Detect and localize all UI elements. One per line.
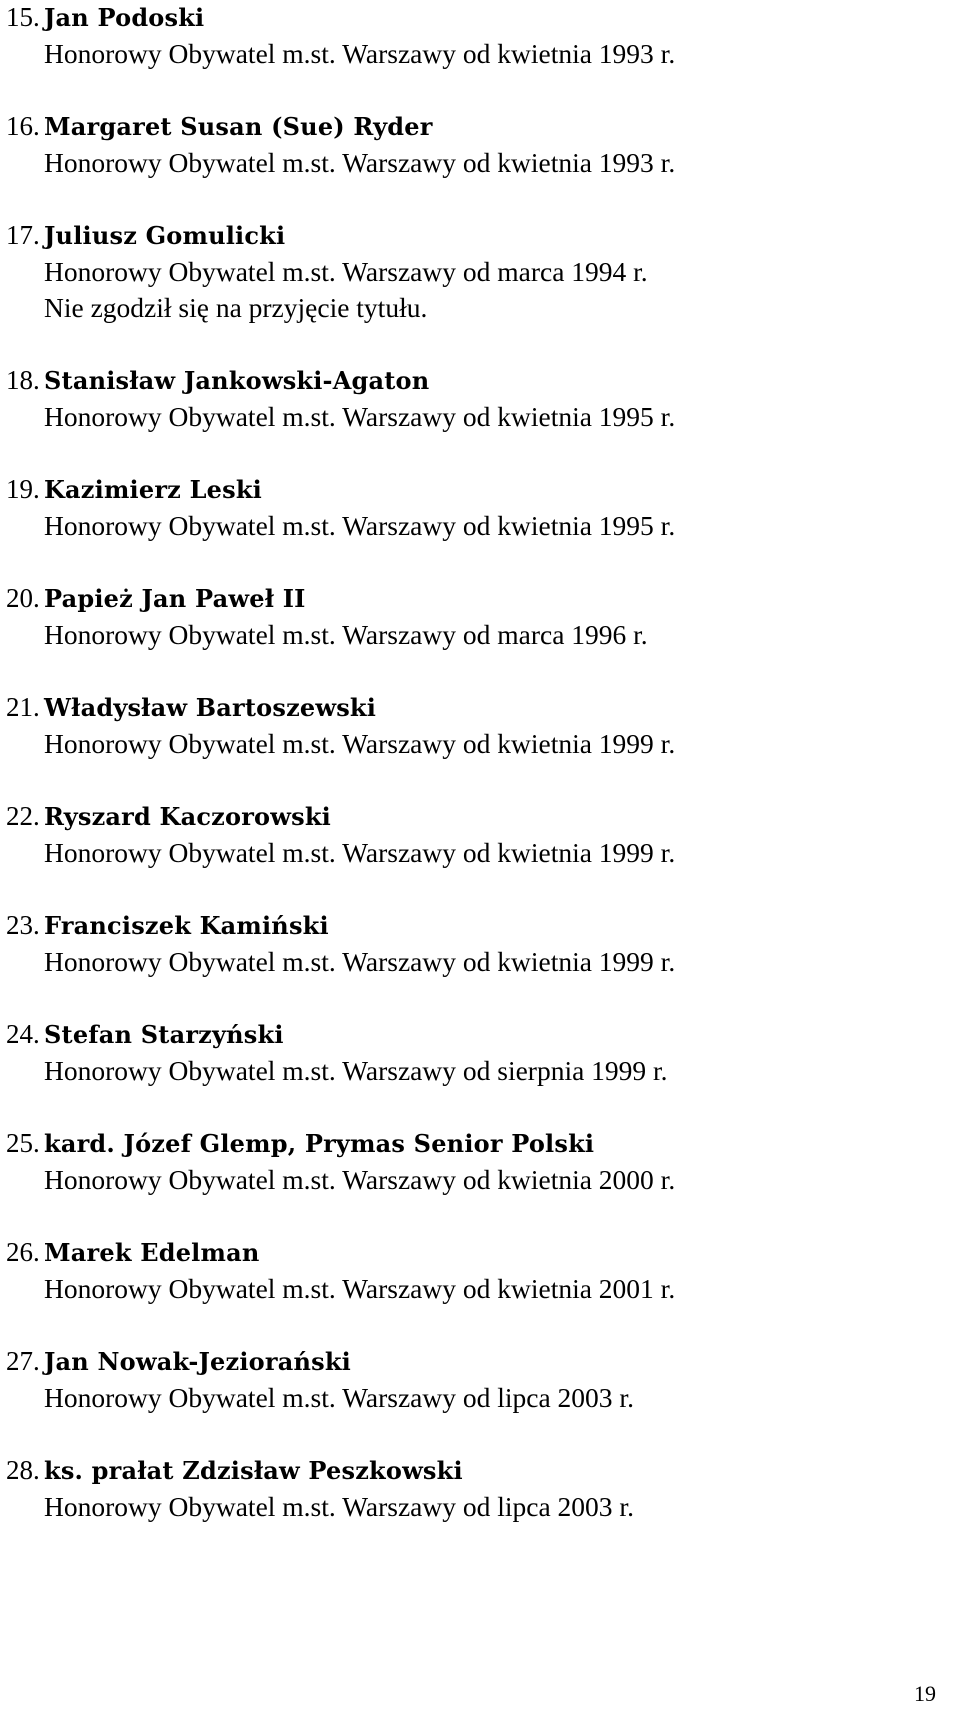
list-item (6, 1235, 946, 1344)
entry-number: 19. (6, 474, 40, 504)
entry-spacer (6, 980, 946, 1017)
entry-spacer (6, 72, 946, 109)
list-item (6, 1344, 946, 1453)
entry-detail: Honorowy Obywatel m.st. Warszawy od kwietnia 1999 r. (44, 946, 676, 977)
entry-heading (6, 581, 946, 617)
entry-detail: Honorowy Obywatel m.st. Warszawy od kwietnia 1995 r. (44, 510, 676, 541)
entry-heading (6, 363, 946, 399)
entry-name: Marek Edelman (44, 1238, 260, 1267)
entry-number: 28. (6, 1455, 40, 1485)
entry-heading (6, 218, 946, 254)
entry-detail: Nie zgodził się na przyjęcie tytułu. (44, 292, 428, 323)
entry-name: Jan Nowak-Jeziorański (44, 1347, 351, 1376)
entry-spacer (6, 653, 946, 690)
list-item (6, 799, 946, 908)
entry-detail: Honorowy Obywatel m.st. Warszawy od kwietnia 2000 r. (44, 1164, 676, 1195)
list-item (6, 581, 946, 690)
entry-heading (6, 1126, 946, 1162)
list-item (6, 472, 946, 581)
entry-detail: Honorowy Obywatel m.st. Warszawy od kwietnia 1999 r. (44, 837, 676, 868)
list-item (6, 1017, 946, 1126)
honorary-citizens-list (6, 0, 946, 1525)
list-item (6, 1126, 946, 1235)
entry-detail: Honorowy Obywatel m.st. Warszawy od marca 1994 r. (44, 256, 648, 287)
entry-heading (6, 799, 946, 835)
entry-heading (6, 109, 946, 145)
list-item (6, 690, 946, 799)
entry-detail: Honorowy Obywatel m.st. Warszawy od kwietnia 1999 r. (44, 728, 676, 759)
entry-number: 26. (6, 1237, 40, 1267)
entry-spacer (6, 326, 946, 363)
entry-number: 27. (6, 1346, 40, 1376)
entry-spacer (6, 1307, 946, 1344)
entry-number: 24. (6, 1019, 40, 1049)
entry-name: kard. Józef Glemp, Prymas Senior Polski (44, 1129, 595, 1158)
list-item (6, 908, 946, 1017)
entry-name: Władysław Bartoszewski (44, 693, 377, 722)
page-number: 19 (914, 1681, 936, 1706)
entry-name: Stefan Starzyński (44, 1020, 284, 1049)
list-item (6, 218, 946, 363)
entry-name: Juliusz Gomulicki (44, 221, 286, 250)
entry-heading (6, 1235, 946, 1271)
entry-detail: Honorowy Obywatel m.st. Warszawy od kwietnia 2001 r. (44, 1273, 676, 1304)
entry-detail: Honorowy Obywatel m.st. Warszawy od kwietnia 1995 r. (44, 401, 676, 432)
entry-spacer (6, 1198, 946, 1235)
entry-spacer (6, 871, 946, 908)
entry-detail: Honorowy Obywatel m.st. Warszawy od marca 1996 r. (44, 619, 648, 650)
entry-detail: Honorowy Obywatel m.st. Warszawy od kwietnia 1993 r. (44, 147, 676, 178)
entry-name: Papież Jan Paweł II (44, 584, 306, 613)
entry-spacer (6, 1089, 946, 1126)
entry-spacer (6, 762, 946, 799)
entry-detail: Honorowy Obywatel m.st. Warszawy od lipca 2003 r. (44, 1382, 634, 1413)
entry-number: 22. (6, 801, 40, 831)
entry-heading (6, 0, 946, 36)
entry-number: 16. (6, 111, 40, 141)
entry-number: 25. (6, 1128, 40, 1158)
list-item (6, 0, 946, 109)
entry-name: Margaret Susan (Sue) Ryder (44, 112, 433, 141)
entry-heading (6, 1453, 946, 1489)
entry-detail: Honorowy Obywatel m.st. Warszawy od kwietnia 1993 r. (44, 38, 676, 69)
entry-name: Ryszard Kaczorowski (44, 802, 331, 831)
entry-heading (6, 1344, 946, 1380)
entry-name: Kazimierz Leski (44, 475, 262, 504)
entry-heading (6, 908, 946, 944)
entry-heading (6, 690, 946, 726)
entry-spacer (6, 435, 946, 472)
entry-number: 17. (6, 220, 40, 250)
list-item (6, 363, 946, 472)
entry-name: ks. prałat Zdzisław Peszkowski (44, 1456, 463, 1485)
entry-number: 18. (6, 365, 40, 395)
entry-spacer (6, 1416, 946, 1453)
entry-heading (6, 472, 946, 508)
entry-name: Jan Podoski (44, 3, 205, 32)
entry-detail: Honorowy Obywatel m.st. Warszawy od lipca 2003 r. (44, 1491, 634, 1522)
entry-spacer (6, 544, 946, 581)
entry-name: Franciszek Kamiński (44, 911, 329, 940)
entry-spacer (6, 181, 946, 218)
entry-number: 15. (6, 2, 40, 32)
entry-number: 21. (6, 692, 40, 722)
entry-heading (6, 1017, 946, 1053)
entry-number: 23. (6, 910, 40, 940)
entry-detail: Honorowy Obywatel m.st. Warszawy od sierpnia 1999 r. (44, 1055, 668, 1086)
entry-name: Stanisław Jankowski-Agaton (44, 366, 430, 395)
entry-number: 20. (6, 583, 40, 613)
list-item (6, 1453, 946, 1525)
list-item (6, 109, 946, 218)
